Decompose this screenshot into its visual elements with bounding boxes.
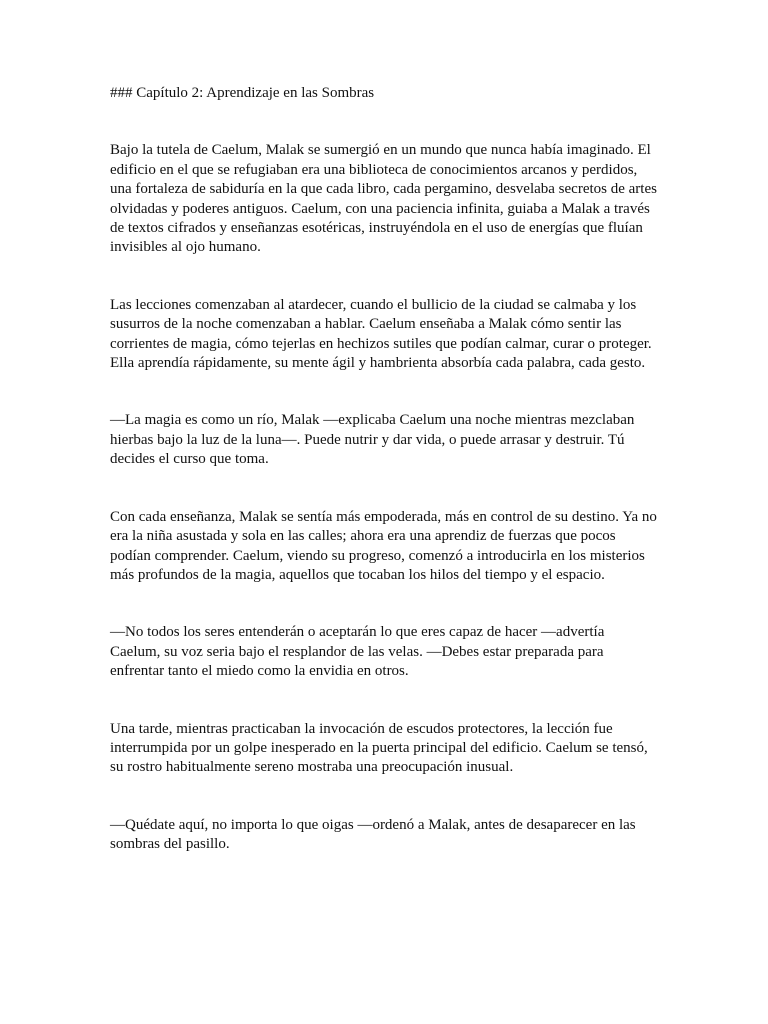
paragraph-5: —No todos los seres entenderán o aceptarán lo que eres capaz de hacer —advertía Caelum, su voz seria bajo el resplandor de las velas. —Debes estar preparada para enfrentar tanto el miedo como la envidia en otros. — [110, 624, 605, 680]
paragraph-6: Una tarde, mientras practicaban la invocación de escudos protectores, la lección fue interrumpida por un golpe inesperado en la puerta principal del edificio. Caelum se tensó, su rostro habitualmente sereno mostraba una preocupación inusual. — [110, 720, 648, 776]
paragraph-2: Las lecciones comenzaban al atardecer, cuando el bullicio de la ciudad se calmaba y los susurros de la noche comenzaban a hablar. Caelum enseñaba a Malak cómo sentir las corrientes de magia, cómo tejerlas en hechizos sutiles que podían calmar, curar o proteger. Ella aprendía rápidamente, su mente ágil y hambrienta absorbía cada palabra, cada gesto. — [110, 296, 652, 372]
chapter-heading: ### Capítulo 2: Aprendizaje en las Sombras — [110, 85, 375, 101]
paragraph-3: —La magia es como un río, Malak —explicaba Caelum una noche mientras mezclaban hierbas bajo la luz de la luna—. Puede nutrir y dar vida, o puede arrasar y destruir. Tú decides el curso que toma. — [110, 412, 635, 468]
paragraph-7: —Quédate aquí, no importa lo que oigas —ordenó a Malak, antes de desaparecer en las sombras del pasillo. — [110, 816, 636, 853]
paragraph-1: Bajo la tutela de Caelum, Malak se sumergió en un mundo que nunca había imaginado. El edificio en el que se refugiaban era una biblioteca de conocimientos arcanos y perdidos, una fortaleza de sabiduría en la que cada libro, cada pergamino, desvelaba secretos de artes olvidadas y poderes antiguos. Caelum, con una paciencia infinita, guiaba a Malak a través de textos cifrados y enseñanzas esotéricas, instruyéndola en el uso de energías que fluían invisibles al ojo humano. — [110, 142, 657, 256]
paragraph-4: Con cada enseñanza, Malak se sentía más empoderada, más en control de su destino. Ya no era la niña asustada y sola en las calles; ahora era una aprendiz de fuerzas que pocos podían comprender. Caelum, viendo su progreso, comenzó a introducirla en los misterios más profundos de la magia, aquellos que tocaban los hilos del tiempo y el espacio. — [110, 508, 657, 583]
document-page — [110, 84, 658, 893]
